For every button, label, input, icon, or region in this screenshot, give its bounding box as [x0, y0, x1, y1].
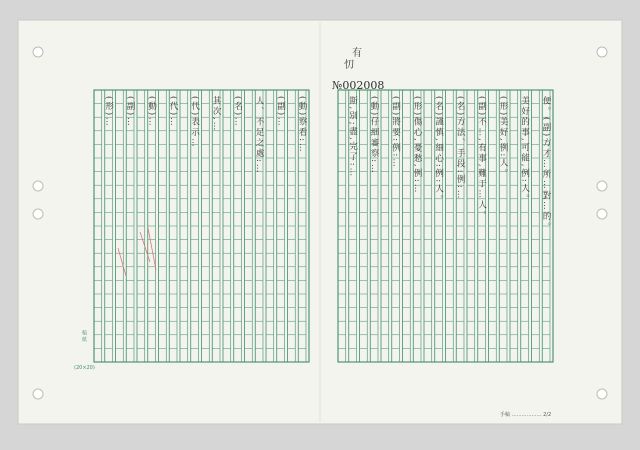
- corner-note-line: 忉: [344, 60, 354, 71]
- handwriting-column: 其次,…: [211, 96, 222, 133]
- grid-code: (20×20): [74, 365, 95, 371]
- handwriting-column: 人、不足之處:…: [254, 96, 265, 175]
- handwriting-column: (副)將要:例:…: [390, 96, 401, 169]
- handwriting-column: (形)…: [103, 96, 114, 128]
- handwriting-column: (形)傷心,憂愁,例:…: [412, 96, 423, 195]
- grid-caption: 稿 紙: [81, 330, 87, 342]
- serial-number: №002008: [332, 79, 385, 92]
- handwriting-column: (動)…: [146, 96, 157, 128]
- archive-footer: 手稿 ……………… 2/2: [500, 412, 552, 418]
- handwriting-column: (動)仔細審察:…: [369, 96, 380, 175]
- handwriting-column: (動)察看:…: [297, 96, 308, 154]
- binding-hole: [597, 389, 607, 399]
- handwriting-column: (副)…: [275, 96, 286, 128]
- handwriting-column: (形)美好,例:人。: [498, 96, 509, 180]
- handwriting-column: 美好的事,可能,例:人。: [519, 96, 530, 205]
- handwriting-column: (副)…: [125, 96, 136, 128]
- corner-note-line: 有: [352, 48, 362, 59]
- binding-hole: [597, 47, 607, 57]
- binding-hole: [597, 181, 607, 191]
- handwriting-column: (代)表示…: [189, 96, 200, 149]
- handwriting-column: (名)…: [232, 96, 243, 128]
- grid-left-page: [94, 90, 309, 362]
- binding-hole: [33, 181, 43, 191]
- binding-hole: [33, 389, 43, 399]
- handwriting-column: (名)方法、手段:例:…: [455, 96, 466, 201]
- handwriting-column: (副)不…,有事,難于…人。: [476, 96, 487, 222]
- handwriting-column: (代)…: [168, 96, 179, 128]
- binding-hole: [33, 209, 43, 219]
- binding-hole: [597, 209, 607, 219]
- handwriting-column: 斯,別;盡,完了:…: [347, 96, 358, 179]
- handwriting-column: 便。(副)方才…所…對…的。: [541, 96, 552, 233]
- binding-hole: [33, 47, 43, 57]
- handwriting-column: (名)謹慎,細心:例:人。: [433, 96, 444, 206]
